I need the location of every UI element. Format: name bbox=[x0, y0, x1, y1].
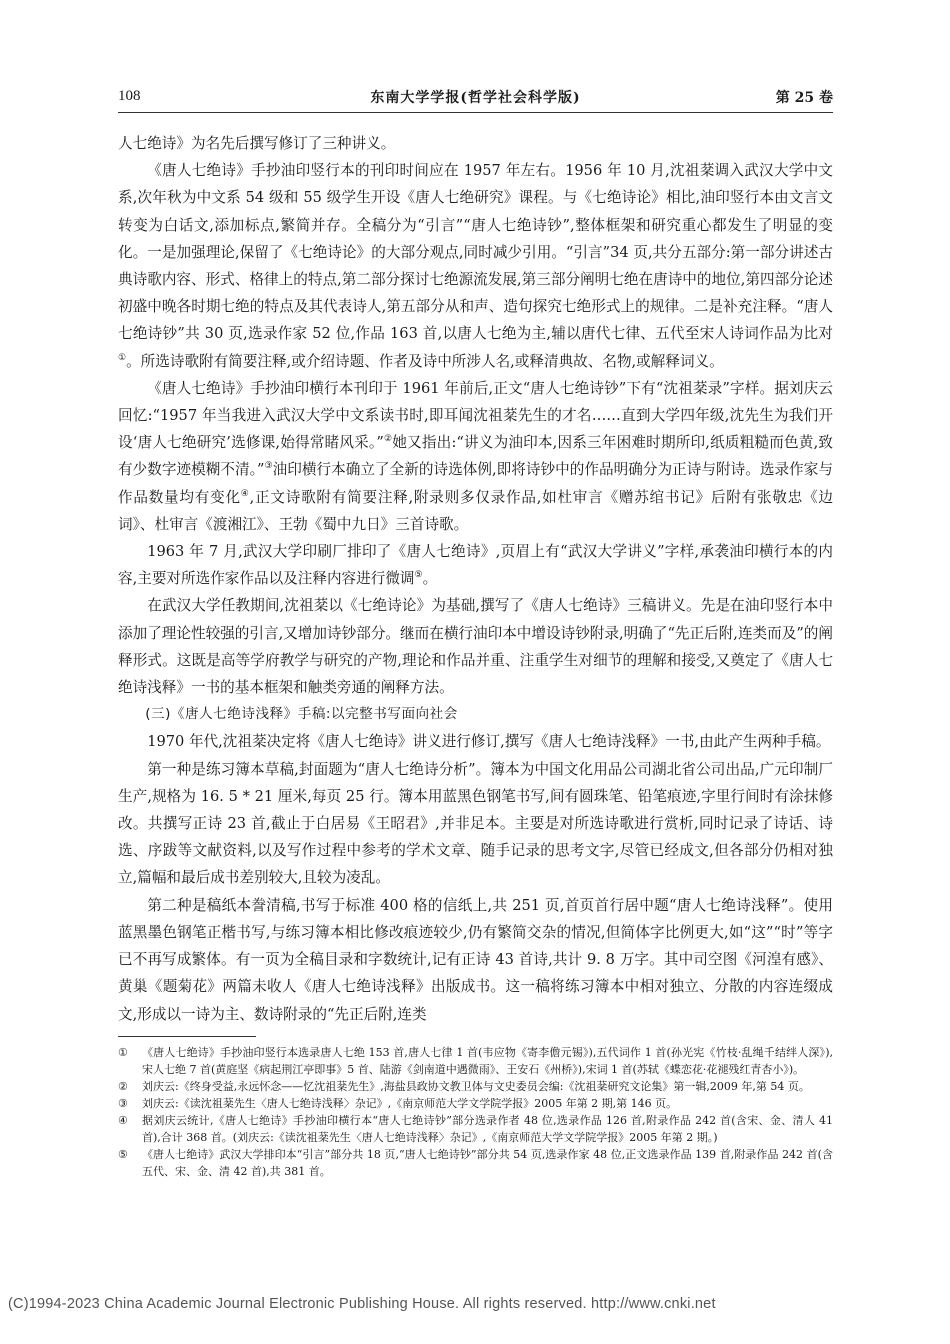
volume-label: 第 25 卷 bbox=[775, 90, 833, 106]
footnote: ④ 据刘庆云统计,《唐人七绝诗》手抄油印横行本“唐人七绝诗钞”部分选录作者 48 位,选录作品 126 首,附录作品 242 首(含宋、金、清人 41 首),合计 368 首。(刘庆云:《读沈祖棻先生〈唐人七绝诗浅释〉杂记》,《南京师范大学文学院学报》2005 年第 2 期。) bbox=[118, 1114, 833, 1144]
footnotes bbox=[118, 1044, 833, 1180]
page-number: 108 bbox=[118, 88, 141, 104]
footnote-mark: ④ bbox=[118, 1114, 128, 1127]
footnote-ref[interactable]: ④ bbox=[240, 488, 250, 499]
paragraph: 1970 年代,沈祖棻决定将《唐人七绝诗》讲义进行修订,撰写《唐人七绝诗浅释》一书,由此产生两种手稿。 bbox=[147, 733, 831, 751]
footnote: ① 《唐人七绝诗》手抄油印竖行本选录唐人七绝 153 首,唐人七律 1 首(韦应物《寄李儋元锡》),五代词作 1 首(孙光宪《竹枝·乱绳千结绊人深》),宋人七绝 7 首(黄庭坚《病起荆江亭即事》5 首、陆游《剑南道中遇微雨》、王安石《州桥》),宋词 1 首(苏轼《蝶恋花·花褪残红青杏小》)。 bbox=[118, 1046, 833, 1076]
footnote-ref[interactable]: ③ bbox=[264, 461, 273, 472]
footnote-mark: ⑤ bbox=[118, 1148, 128, 1161]
paragraph: 《唐人七绝诗》手抄油印竖行本的刊印时间应在 1957 年左右。1956 年 10 月,沈祖棻调入武汉大学中文系,次年秋为中文系 54 级和 55 级学生开设《唐人七绝研究》课程。与《七绝诗论》相比,油印竖行本由文言文转变为白话文,添加标点,繁简并存。全稿分为“引言”“唐人七绝诗钞”,整体框架和研究重心都发生了明显的变化。一是加强理论,保留了《七绝诗论》的大部分观点,同时减少引用。“引言”34 页,共分五部分:第一部分讲述古典诗歌内容、形式、格律上的特点,第二部分探讨七绝源流发展,第三部分阐明七绝在唐诗中的地位,第四部分论述初盛中晚各时期七绝的特点及其代表诗人,第五部分从和声、造句探究七绝形式上的规律。二是补充注释。“唐人七绝诗钞”共 30 页,选录作家 52 位,作品 163 首,以唐人七绝为主,辅以唐代七律、五代至宋人诗词作品为比对①。所选诗歌附有简要注释,或介绍诗题、作者及诗中所涉人名,或释清典故、名物,或解释词义。 bbox=[118, 162, 833, 370]
footnote-mark: ③ bbox=[118, 1097, 128, 1110]
footnote-ref[interactable]: ⑤ bbox=[414, 570, 423, 581]
paragraph: 人七绝诗》为名先后撰写修订了三种讲义。 bbox=[118, 135, 396, 152]
running-header bbox=[118, 86, 833, 113]
footnote-ref[interactable]: ② bbox=[383, 434, 393, 445]
copyright-notice: (C)1994-2023 China Academic Journal Electronic Publishing House. All rights reserved. http://www.cnki.net bbox=[8, 1296, 716, 1312]
body-text bbox=[118, 130, 833, 1028]
footnote: ③ 刘庆云:《读沈祖棻先生〈唐人七绝诗浅释〉杂记》,《南京师范大学文学院学报》2005 年第 2 期,第 146 页。 bbox=[118, 1097, 678, 1110]
paragraph: 1963 年 7 月,武汉大学印刷厂排印了《唐人七绝诗》,页眉上有“武汉大学讲义”字样,承袭油印横行本的内容,主要对所选作家作品以及注释内容进行微调⑤。 bbox=[118, 543, 833, 588]
section-subheading: (三)《唐人七绝诗浅释》手稿:以完整书写面向社会 bbox=[145, 706, 458, 723]
footnote-divider bbox=[118, 1036, 256, 1037]
journal-title: 东南大学学报(哲学社会科学版) bbox=[370, 90, 581, 106]
paragraph: 在武汉大学任教期间,沈祖棻以《七绝诗论》为基础,撰写了《唐人七绝诗》三稿讲义。先是在油印竖行本中添加了理论性较强的引言,又增加诗钞部分。继而在横行油印本中增设诗钞附录,明确了“先正后附,连类而及”的阐释形式。这既是高等学府教学与研究的产物,理论和作品并重、注重学生对细节的理解和接受,又奠定了《唐人七绝诗浅释》一书的基本框架和触类旁通的阐释方法。 bbox=[118, 597, 833, 697]
paragraph: 第一种是练习簿本草稿,封面题为“唐人七绝诗分析”。簿本为中国文化用品公司湖北省公司出品,广元印制厂生产,规格为 16. 5 * 21 厘米,每页 25 行。簿本用蓝黑色钢笔书写,间有圆珠笔、铅笔痕迹,字里行间时有涂抹修改。共撰写正诗 23 首,截止于白居易《王昭君》,并非足本。主要是对所选诗歌进行赏析,同时记录了诗话、诗选、序跋等文献资料,以及写作过程中参考的学术文章、随手记录的思考文字,尽管已经成文,但各部分仍相对独立,篇幅和最后成书差别较大,且较为凌乱。 bbox=[118, 760, 833, 887]
footnote-mark: ② bbox=[118, 1080, 128, 1093]
paragraph: 《唐人七绝诗》手抄油印横行本刊印于 1961 年前后,正文“唐人七绝诗钞”下有“沈祖棻录”字样。据刘庆云回忆:“1957 年当我进入武汉大学中文系读书时,即耳闻沈祖棻先生的才名……直到大学四年级,沈先生为我们开设‘唐人七绝研究’选修课,始得常睹风采。”②她又指出:“讲义为油印本,因系三年困难时期所印,纸质粗糙而色黄,致有少数字迹模糊不清。”③油印横行本确立了全新的诗选体例,即将诗钞中的作品明确分为正诗与附诗。选录作家与作品数量均有变化④,正文诗歌附有简要注释,附录则多仅录作品,如杜审言《赠苏绾书记》后附有张敬忠《边词》、杜审言《渡湘江》、王勃《蜀中九日》三首诗歌。 bbox=[118, 379, 833, 533]
footnote: ⑤ 《唐人七绝诗》武汉大学排印本“引言”部分共 18 页,“唐人七绝诗钞”部分共 54 页,选录作家 48 位,正文选录作品 139 首,附录作品 242 首(含五代、宋、金、清 42 首),共 381 首。 bbox=[118, 1148, 833, 1178]
footnote-ref[interactable]: ① bbox=[118, 352, 127, 363]
footnote-mark: ① bbox=[118, 1046, 128, 1059]
footnote: ② 刘庆云:《终身受益,永远怀念——忆沈祖棻先生》,海盐县政协文教卫体与文史委员会编:《沈祖棻研究文论集》第一辑,2009 年,第 54 页。 bbox=[118, 1080, 810, 1093]
paragraph: 第二种是稿纸本誊清稿,书写于标准 400 格的信纸上,共 251 页,首页首行居中题“唐人七绝诗浅释”。使用蓝黑墨色钢笔正楷书写,与练习簿本相比修改痕迹较少,仍有繁简交杂的情况,但简体字比例更大,如“这”“时”等字已不再写成繁体。有一页为全稿目录和字数统计,记有正诗 43 首诗,共计 9. 8 万字。其中司空图《河湟有感》、黄巢《题菊花》两篇未收人《唐人七绝诗浅释》出版成书。这一稿将练习簿本中相对独立、分散的内容连缀成文,形成以一诗为主、数诗附录的“先正后附,连类 bbox=[118, 896, 833, 1023]
